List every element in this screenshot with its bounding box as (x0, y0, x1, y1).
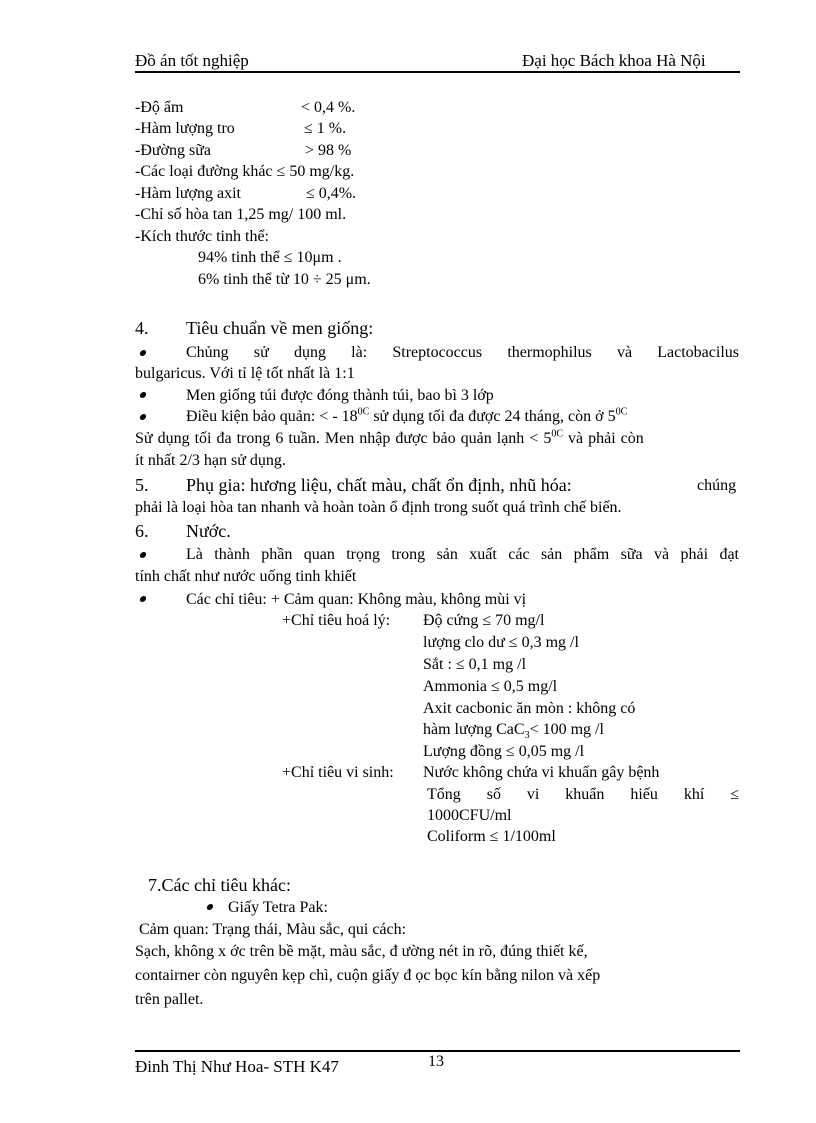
bullet-icon (139, 414, 147, 420)
section-7-line-1: Cảm quan: Trạng thái, Màu sắc, qui cách: (139, 921, 407, 938)
spec-value: ≤ 1 %. (304, 120, 347, 137)
page-number: 13 (428, 1053, 444, 1070)
section-7-line-3: contairner còn nguyên kẹp chì, cuộn giấy đ ọc bọc kín bằng nilon và xếp (135, 967, 601, 984)
section-7-title: 7.Các chỉ tiêu khác: (148, 875, 291, 895)
crystal-line-2: 6% tinh thể từ 10 ÷ 25 μm. (198, 271, 371, 288)
chem-label: +Chỉ tiêu hoá lý: (282, 612, 391, 629)
section-6-bullet-1-line-1: Là thành phần quan trọng trong sản xuất các sản phẩm sữa và phải đạt (186, 546, 739, 563)
bullet-icon (206, 904, 214, 910)
spec-label: -Độ ẩm (135, 99, 184, 116)
section-5-line-2: phải là loại hòa tan nhanh và hoàn toàn ổ định trong suốt quá trình chế biến. (135, 499, 622, 516)
bullet-icon (139, 596, 147, 602)
section-7-line-4: trên pallet. (135, 991, 204, 1008)
section-4-bullet-3-line-2: Sử dụng tối đa trong 6 tuần. Men nhập được bảo quản lạnh < $5^{0C}$ và phải còn (135, 428, 644, 447)
chem-item: lượng clo dư ≤ 0,3 mg /l (423, 634, 579, 651)
chem-item: Độ cứng ≤ 70 mg/l (423, 612, 545, 629)
section-5-title: Phụ gia: hương liệu, chất màu, chất ổn định, nhũ hóa: (186, 475, 572, 495)
section-4-bullet-3-line-1: Điều kiện bảo quản: < - $18^{0C}$ sử dụng tối đa được 24 tháng, còn ở $5^{0C}$ (186, 406, 628, 425)
bullet-icon (139, 552, 147, 558)
chem-item: Axit cacbonic ăn mòn : không có (423, 700, 636, 717)
section-6-title: Nước. (186, 521, 231, 541)
bullet-icon (139, 392, 147, 398)
chem-item: Ammonia ≤ 0,5 mg/l (423, 678, 558, 695)
micro-item: Nước không chứa vi khuẩn gây bệnh (423, 764, 660, 781)
spec-label: -Kích thước tinh thể: (135, 228, 269, 245)
section-5-number: 5. (135, 475, 149, 495)
section-4-number: 4. (135, 318, 149, 338)
micro-label: +Chỉ tiêu vi sinh: (282, 764, 394, 781)
header-left: Đồ án tốt nghiệp (135, 51, 249, 70)
crystal-line-1: 94% tinh thể ≤ 10μm . (198, 249, 342, 266)
section-4-title: Tiêu chuẩn về men giống: (186, 318, 374, 338)
chem-item-caco3: hàm lượng CaC$_3$< 100 mg /l (423, 721, 604, 742)
chem-item: Lượng đồng ≤ 0,05 mg /l (423, 743, 585, 760)
spec-label: -Đường sữa (135, 142, 212, 159)
micro-item: Tổng số vi khuẩn hiếu khí ≤ (427, 786, 739, 803)
section-7-bullet: Giấy Tetra Pak: (228, 899, 328, 916)
section-6-bullet-2: Các chỉ tiêu: + Cảm quan: Không màu, không mùi vị (186, 591, 527, 608)
spec-label: -Hàm lượng tro (135, 120, 235, 137)
header-rule (135, 71, 740, 73)
spec-label: -Các loại đường khác ≤ 50 mg/kg. (135, 163, 355, 180)
bullet-icon (139, 350, 147, 356)
spec-value: > 98 % (305, 142, 352, 159)
section-7-line-2: Sạch, không x ớc trên bề mặt, màu sắc, đ ường nét in rõ, đúng thiết kế, (135, 943, 588, 960)
micro-item: 1000CFU/ml (427, 807, 512, 824)
spec-label: -Chỉ số hòa tan 1,25 mg/ 100 ml. (135, 206, 347, 223)
header-right: Đại học Bách khoa Hà Nội (522, 51, 706, 70)
section-6-bullet-1-line-2: tính chất như nước uống tinh khiết (135, 568, 357, 585)
spec-value: ≤ 0,4%. (306, 185, 357, 202)
spec-label: -Hàm lượng axit (135, 185, 241, 202)
footer-author: Đinh Thị Như Hoa- STH K47 (135, 1057, 339, 1076)
section-5-title-tail: chúng (697, 477, 737, 494)
section-4-bullet-1-line-1: Chủng sử dụng là: Streptococcus thermophilus và Lactobacilus (186, 344, 739, 361)
section-6-number: 6. (135, 521, 149, 541)
section-4-bullet-3-line-3: ít nhất 2/3 hạn sử dụng. (135, 452, 286, 469)
section-4-bullet-2: Men giống túi được đóng thành túi, bao bì 3 lớp (186, 387, 494, 404)
spec-value: < 0,4 %. (301, 99, 356, 116)
section-4-bullet-1-line-2: bulgaricus. Với tỉ lệ tốt nhất là 1:1 (135, 365, 355, 382)
chem-item: Sắt : ≤ 0,1 mg /l (423, 656, 527, 673)
micro-item: Coliform ≤ 1/100ml (427, 828, 556, 845)
